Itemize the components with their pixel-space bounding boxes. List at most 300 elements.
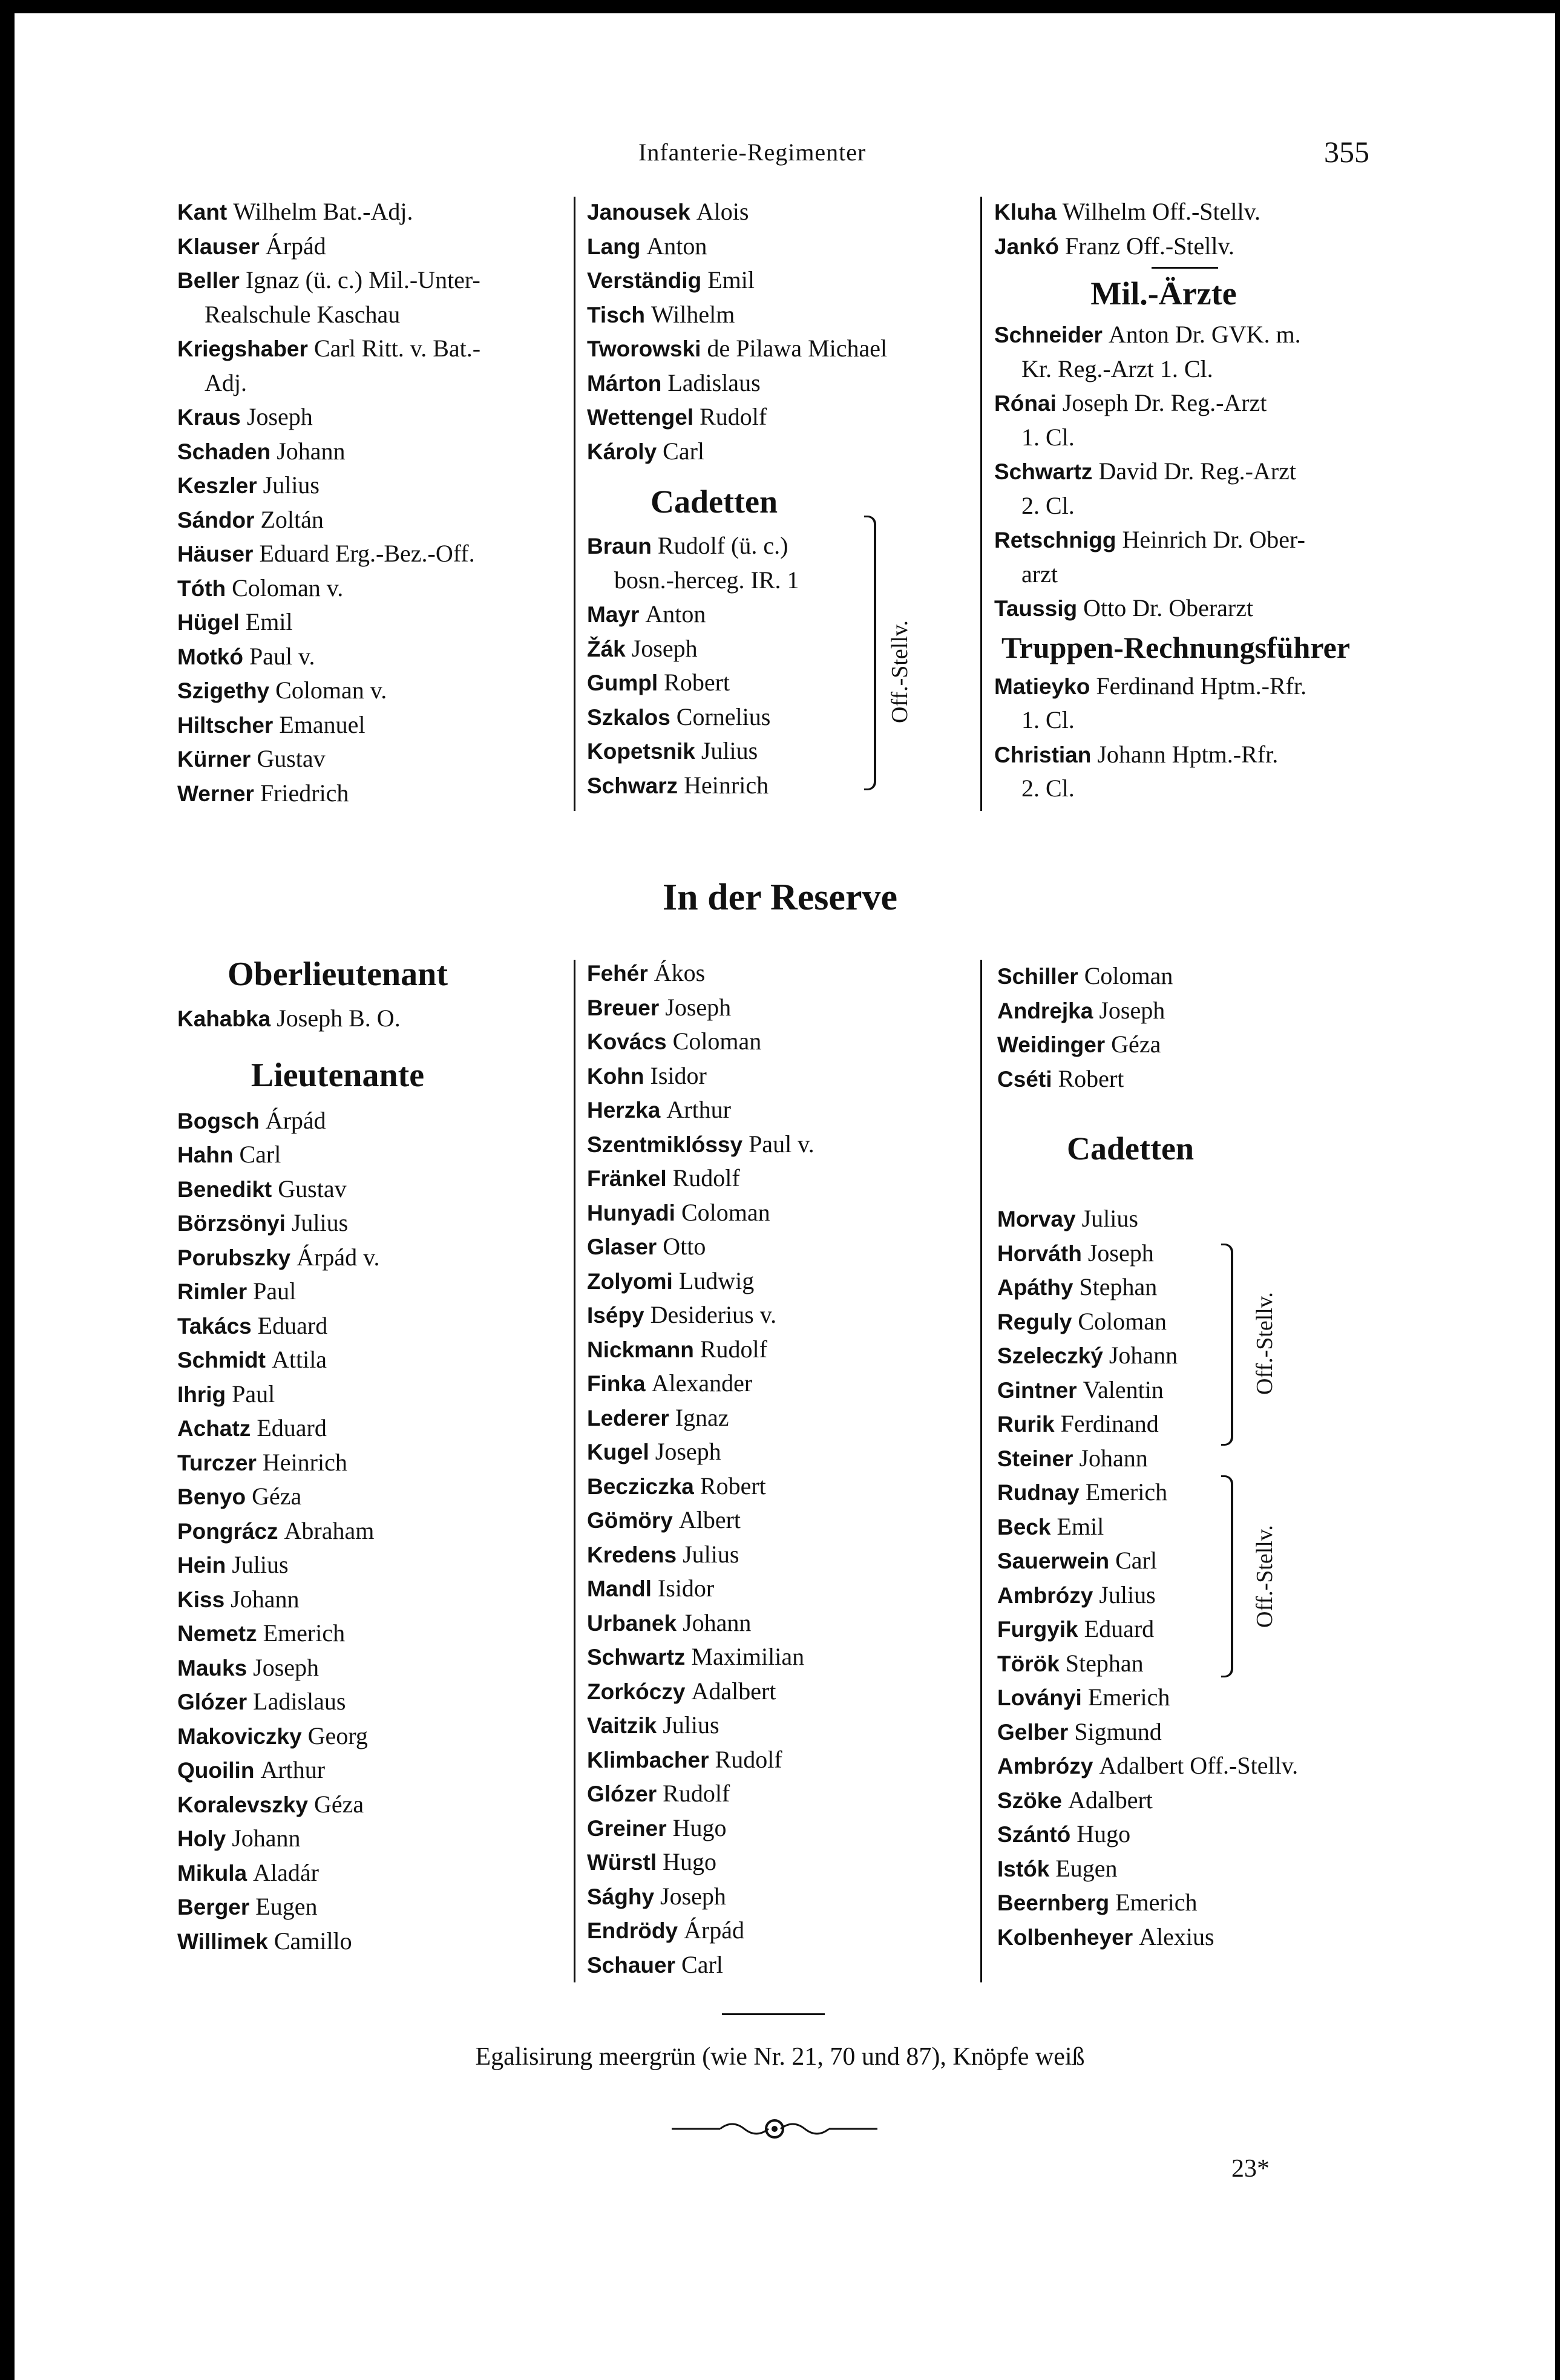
surname: Herzka	[587, 1098, 661, 1123]
list-entry	[177, 1548, 571, 1582]
surname: Quoilin	[177, 1758, 255, 1783]
surname: Morvay	[997, 1207, 1076, 1231]
list-entry	[177, 1002, 571, 1036]
list-entry	[994, 318, 1381, 352]
continuation-text: bosn.-herceg. IR. 1	[614, 566, 799, 594]
scan-border-left	[0, 0, 15, 2380]
column-rule	[980, 960, 982, 1982]
given-name: Albert	[678, 1506, 741, 1533]
given-name: Emil	[245, 608, 293, 635]
surname: Horváth	[997, 1241, 1082, 1266]
given-name: Otto Dr. Oberarzt	[1083, 594, 1254, 621]
given-name: Robert	[700, 1472, 766, 1500]
list-entry	[587, 1572, 980, 1606]
given-name: Paul v.	[749, 1130, 814, 1158]
list-entry	[587, 1948, 980, 1982]
list-entry	[177, 1480, 571, 1514]
given-name: Carl	[663, 437, 705, 465]
given-name: Attila	[271, 1346, 327, 1373]
list-entry	[177, 332, 571, 366]
surname: Nickmann	[587, 1337, 694, 1362]
list-entry	[587, 1913, 980, 1948]
given-name: Coloman	[672, 1028, 762, 1055]
list-entry	[587, 1880, 980, 1914]
surname: Kredens	[587, 1542, 677, 1567]
list-entry	[177, 1582, 571, 1617]
list-entry	[997, 1852, 1385, 1886]
given-name: Georg	[307, 1722, 368, 1749]
given-name: Ferdinand	[1060, 1410, 1159, 1437]
surname: Mandl	[587, 1576, 652, 1601]
given-name: Joseph	[253, 1653, 320, 1681]
given-name: Stephan	[1079, 1273, 1158, 1300]
footer-note: Egalisirung meergrün (wie Nr. 21, 70 und 87), Knöpfe weiß	[475, 2043, 1085, 2071]
surname: Porubszky	[177, 1245, 291, 1270]
surname: Börzsönyi	[177, 1211, 286, 1236]
ornament-icon	[672, 2111, 877, 2147]
list-entry	[997, 1028, 1385, 1062]
given-name: Joseph Dr. Reg.-Arzt	[1062, 389, 1267, 416]
list-entry	[997, 1441, 1385, 1476]
surname: Kriegshaber	[177, 336, 308, 361]
surname: Ambrózy	[997, 1754, 1093, 1778]
surname: Willimek	[177, 1929, 268, 1954]
given-name: Coloman v.	[232, 574, 344, 602]
column-rule	[980, 197, 982, 811]
given-name: Stephan	[1065, 1649, 1144, 1677]
surname: Gumpl	[587, 670, 658, 695]
list-entry	[587, 1777, 980, 1811]
given-name: Hugo	[1077, 1820, 1131, 1847]
list-entry	[177, 776, 571, 811]
surname: Szigethy	[177, 678, 270, 703]
list-entry	[997, 1062, 1385, 1097]
given-name: Eduard	[1084, 1615, 1155, 1642]
given-name: Coloman	[1078, 1307, 1167, 1335]
given-name: Ladislaus	[253, 1688, 346, 1715]
list-entry	[994, 591, 1381, 626]
surname: Koralevszky	[177, 1792, 308, 1817]
given-name: Carl	[681, 1950, 723, 1978]
surname: Szöke	[997, 1788, 1062, 1813]
surname: Schwartz	[994, 459, 1093, 484]
surname: Zorkóczy	[587, 1679, 686, 1704]
list-entry	[177, 1616, 571, 1651]
list-entry	[587, 229, 950, 264]
given-name: Rudolf	[663, 1780, 730, 1807]
reserve-title: In der Reserve	[663, 877, 897, 918]
surname: Szántó	[997, 1822, 1071, 1847]
given-name: Arthur	[666, 1096, 731, 1123]
list-entry	[177, 1821, 571, 1856]
given-name: Alexander	[651, 1369, 753, 1397]
given-name: Wilhelm Off.-Stellv.	[1062, 198, 1261, 225]
footer-rule	[722, 2013, 825, 2015]
surname: Glaser	[587, 1234, 657, 1259]
list-entry	[997, 1680, 1385, 1715]
list-entry	[177, 1788, 571, 1822]
list-entry	[177, 1172, 571, 1207]
given-name: Adalbert Off.-Stellv.	[1099, 1752, 1299, 1779]
surname: Keszler	[177, 473, 257, 498]
surname: Weidinger	[997, 1032, 1106, 1057]
surname: Kolbenheyer	[997, 1924, 1133, 1950]
given-name: Desiderius v.	[650, 1301, 777, 1328]
list-entry	[997, 1715, 1385, 1749]
given-name: Maximilian	[691, 1643, 805, 1670]
list-entry	[997, 1236, 1385, 1271]
list-entry	[994, 195, 1381, 229]
surname: Matieyko	[994, 674, 1090, 699]
brace-label: Off.-Stellv.	[887, 620, 913, 723]
surname: Gintner	[997, 1377, 1077, 1403]
list-entry	[994, 386, 1381, 421]
given-name: Rudolf (ü. c.)	[657, 532, 788, 559]
given-name: Paul v.	[249, 642, 315, 670]
given-name: Gustav	[257, 745, 326, 772]
given-name: Cornelius	[676, 703, 771, 730]
surname: Rimler	[177, 1279, 247, 1304]
given-name: Eugen	[255, 1893, 318, 1920]
given-name: Johann Hptm.-Rfr.	[1097, 740, 1279, 768]
list-entry	[177, 1446, 571, 1480]
continuation-text: 2. Cl.	[1021, 491, 1075, 519]
list-entry	[587, 1538, 980, 1572]
given-name: Joseph	[660, 1882, 726, 1910]
list-entry	[587, 1059, 980, 1093]
given-name: Árpád	[265, 232, 326, 260]
list-entry	[587, 1196, 980, 1230]
surname: Hahn	[177, 1142, 234, 1167]
given-name: Wilhelm	[651, 300, 735, 328]
surname: Istók	[997, 1856, 1050, 1881]
surname: Benyo	[177, 1484, 246, 1509]
given-name: Carl Ritt. v. Bat.-	[313, 335, 481, 362]
aerzte-heading: Mil.-Ärzte	[1090, 275, 1237, 312]
surname: Márton	[587, 370, 662, 396]
given-name: Ignaz	[675, 1403, 729, 1431]
list-entry	[177, 1343, 571, 1377]
surname: Schauer	[587, 1952, 676, 1978]
given-name: Géza	[1111, 1031, 1161, 1058]
given-name: Joseph	[665, 993, 732, 1021]
brace-top-cadetten	[864, 516, 876, 790]
list-entry	[997, 1202, 1385, 1236]
list-entry	[177, 1411, 571, 1446]
given-name: Camillo	[274, 1927, 352, 1955]
list-entry	[587, 700, 865, 735]
surname: Isépy	[587, 1303, 644, 1328]
given-name: Johann	[1109, 1342, 1178, 1369]
list-entry	[997, 1749, 1385, 1783]
given-name: Emanuel	[279, 710, 365, 738]
continuation-text: Realschule Kaschau	[205, 300, 401, 328]
list-entry	[997, 1817, 1385, 1852]
given-name: Julius	[663, 1711, 719, 1739]
list-entry	[587, 1811, 980, 1846]
given-name: Johann	[232, 1824, 301, 1852]
list-entry	[587, 1503, 980, 1538]
list-entry	[587, 956, 980, 991]
surname: Glózer	[587, 1782, 657, 1806]
surname: Zolyomi	[587, 1268, 673, 1294]
surname: Kluha	[994, 200, 1057, 225]
surname: Wettengel	[587, 405, 694, 430]
list-entry	[177, 640, 571, 674]
surname: Schneider	[994, 323, 1103, 347]
surname: Ihrig	[177, 1382, 226, 1407]
column-rule	[574, 960, 575, 1982]
list-entry	[587, 563, 865, 598]
list-entry	[997, 1920, 1385, 1955]
given-name: Joseph B. O.	[277, 1005, 401, 1032]
list-entry	[177, 1685, 571, 1719]
list-entry	[587, 1606, 980, 1641]
surname: Gömöry	[587, 1508, 673, 1533]
given-name: Carl	[239, 1141, 281, 1168]
surname: Beck	[997, 1514, 1051, 1539]
continuation-text: Kr. Reg.-Arzt 1. Cl.	[1021, 355, 1213, 382]
given-name: Coloman v.	[275, 677, 387, 704]
given-name: Eduard Erg.-Bez.-Off.	[259, 540, 475, 567]
list-entry	[997, 1544, 1385, 1578]
given-name: Alexius	[1139, 1923, 1214, 1950]
list-entry	[997, 1886, 1385, 1920]
given-name: Arthur	[260, 1756, 326, 1783]
surname: Breuer	[587, 995, 660, 1020]
surname: Takács	[177, 1313, 252, 1339]
surname: Rurik	[997, 1412, 1055, 1437]
given-name: Eduard	[257, 1311, 328, 1339]
given-name: Coloman	[681, 1198, 770, 1226]
surname: Rónai	[994, 391, 1057, 416]
list-entry	[177, 1206, 571, 1241]
surname: Endrödy	[587, 1918, 678, 1943]
list-entry	[177, 263, 571, 298]
page-header	[0, 135, 1560, 174]
list-entry	[587, 1333, 980, 1367]
given-name: Julius	[683, 1540, 739, 1568]
surname: Hein	[177, 1553, 226, 1578]
list-entry	[997, 1475, 1385, 1510]
surname: Schaden	[177, 439, 271, 464]
list-entry	[177, 468, 571, 503]
surname: Urbanek	[587, 1610, 677, 1636]
given-name: Joseph	[1099, 996, 1165, 1024]
surname: Tóth	[177, 575, 226, 601]
surname: Furgyik	[997, 1617, 1078, 1642]
given-name: Johann	[277, 437, 346, 465]
list-entry	[587, 195, 950, 229]
list-entry	[587, 298, 950, 332]
list-entry	[587, 1435, 980, 1469]
given-name: Eduard	[257, 1414, 327, 1441]
given-name: Abraham	[284, 1516, 375, 1544]
surname: Turczer	[177, 1450, 257, 1475]
surname: Schwartz	[587, 1645, 686, 1670]
surname: Klimbacher	[587, 1747, 709, 1772]
surname: Braun	[587, 534, 652, 559]
list-entry	[997, 959, 1385, 994]
list-entry	[587, 1708, 980, 1743]
list-entry	[177, 537, 571, 571]
list-entry	[997, 1305, 1385, 1339]
surname: Achatz	[177, 1416, 251, 1441]
surname: Tisch	[587, 302, 645, 327]
given-name: Friedrich	[260, 779, 349, 807]
list-entry	[994, 703, 1381, 738]
surname: Holy	[177, 1826, 226, 1851]
surname: Török	[997, 1651, 1060, 1676]
given-name: Hugo	[663, 1848, 716, 1875]
reserve-column-1	[177, 953, 571, 1958]
given-name: Aladár	[253, 1858, 319, 1886]
list-entry	[994, 421, 1381, 455]
given-name: Franz Off.-Stellv.	[1064, 232, 1234, 260]
list-entry	[587, 1401, 980, 1435]
surname: Beernberg	[997, 1890, 1110, 1915]
given-name: Wilhelm Bat.-Adj.	[233, 198, 413, 225]
rechnungsfuehrer-heading: Truppen-Rechnungsführer	[1001, 630, 1351, 664]
surname: Žák	[587, 636, 626, 661]
surname: Glózer	[177, 1690, 247, 1714]
surname: Kraus	[177, 405, 241, 430]
surname: Károly	[587, 439, 657, 464]
continuation-text: arzt	[1021, 560, 1058, 588]
list-entry	[587, 1024, 980, 1059]
surname: Cséti	[997, 1066, 1052, 1092]
list-entry	[994, 557, 1381, 592]
given-name: Joseph	[655, 1438, 721, 1465]
surname: Mayr	[587, 602, 640, 627]
list-entry	[997, 1407, 1385, 1441]
list-entry	[177, 1651, 571, 1685]
surname: Mikula	[177, 1860, 247, 1886]
continuation-text: Adj.	[205, 369, 247, 396]
given-name: Julius	[263, 471, 320, 499]
given-name: Rudolf	[672, 1164, 740, 1192]
short-rule	[1152, 267, 1218, 269]
list-entry	[997, 994, 1385, 1028]
list-entry	[994, 229, 1381, 264]
surname: Ambrózy	[997, 1582, 1093, 1608]
given-name: Ladislaus	[667, 369, 761, 396]
list-entry	[177, 1924, 571, 1959]
given-name: Árpád	[684, 1916, 745, 1944]
surname: Kovács	[587, 1029, 667, 1054]
surname: Benedikt	[177, 1176, 272, 1202]
surname: Hiltscher	[177, 712, 274, 738]
surname: Jankó	[994, 234, 1059, 259]
list-entry	[177, 195, 571, 229]
given-name: Emerich	[1087, 1683, 1170, 1711]
given-name: Coloman	[1084, 962, 1173, 989]
given-name: Anton	[646, 232, 707, 260]
surname: Finka	[587, 1371, 646, 1396]
surname: Reguly	[997, 1309, 1072, 1334]
given-name: Adalbert	[691, 1677, 776, 1705]
given-name: Géza	[252, 1483, 302, 1510]
given-name: Julius	[232, 1551, 289, 1578]
list-entry	[177, 229, 571, 264]
given-name: Carl	[1115, 1547, 1157, 1574]
list-entry	[587, 734, 865, 769]
given-name: Hugo	[672, 1814, 727, 1841]
surname: Lederer	[587, 1405, 669, 1431]
list-entry	[587, 1366, 980, 1401]
surname: Sauerwein	[997, 1549, 1110, 1573]
list-entry	[177, 1241, 571, 1275]
list-entry	[177, 298, 571, 332]
surname: Sándor	[177, 507, 255, 533]
surname: Makoviczky	[177, 1723, 302, 1749]
surname: Mauks	[177, 1655, 247, 1680]
list-entry	[177, 400, 571, 434]
given-name: Paul	[232, 1380, 275, 1408]
continuation-text: 1. Cl.	[1021, 706, 1075, 733]
given-name: David Dr. Reg.-Arzt	[1098, 457, 1297, 485]
given-name: Johann	[1079, 1444, 1148, 1472]
surname: Apáthy	[997, 1275, 1073, 1300]
given-name: Géza	[313, 1790, 364, 1818]
surname: Szentmiklóssy	[587, 1132, 743, 1157]
surname: Kürner	[177, 747, 251, 772]
given-name: Johann	[231, 1585, 300, 1613]
list-entry	[587, 769, 865, 803]
given-name: Isidor	[657, 1575, 715, 1602]
surname: Taussig	[994, 596, 1078, 621]
given-name: Ferdinand Hptm.-Rfr.	[1096, 672, 1307, 700]
given-name: Robert	[1058, 1064, 1124, 1092]
brace-reserve-1	[1221, 1244, 1233, 1446]
oberlieutenant-heading: Oberlieutenant	[228, 956, 448, 993]
surname: Rudnay	[997, 1480, 1080, 1505]
signature-mark: 23*	[1231, 2155, 1270, 2183]
surname: Lang	[587, 234, 641, 259]
given-name: Emil	[1057, 1512, 1104, 1540]
list-entry	[177, 1753, 571, 1788]
given-name: Otto	[663, 1233, 706, 1260]
list-entry	[994, 352, 1381, 387]
given-name: Julius	[1099, 1581, 1156, 1608]
list-entry	[177, 708, 571, 743]
given-name: Johann	[683, 1608, 752, 1636]
list-entry	[177, 503, 571, 537]
list-entry	[587, 1845, 980, 1880]
lieutenante-heading: Lieutenante	[251, 1056, 425, 1094]
surname: Nemetz	[177, 1621, 257, 1646]
given-name: Árpád	[265, 1106, 326, 1134]
list-entry	[587, 632, 865, 666]
surname: Loványi	[997, 1685, 1082, 1710]
surname: Greiner	[587, 1815, 667, 1841]
list-entry	[587, 400, 950, 434]
list-entry	[177, 742, 571, 776]
surname: Berger	[177, 1895, 250, 1919]
surname: Kiss	[177, 1587, 225, 1612]
given-name: Gustav	[278, 1175, 347, 1202]
list-entry	[994, 738, 1381, 772]
list-entry	[177, 1138, 571, 1172]
list-entry	[587, 1230, 980, 1264]
list-entry	[994, 489, 1381, 523]
surname: Kugel	[587, 1440, 649, 1464]
surname: Steiner	[997, 1446, 1073, 1471]
surname: Bogsch	[177, 1108, 260, 1133]
given-name: Ákos	[654, 959, 706, 986]
surname: Kohn	[587, 1063, 644, 1089]
list-entry	[587, 1640, 980, 1674]
